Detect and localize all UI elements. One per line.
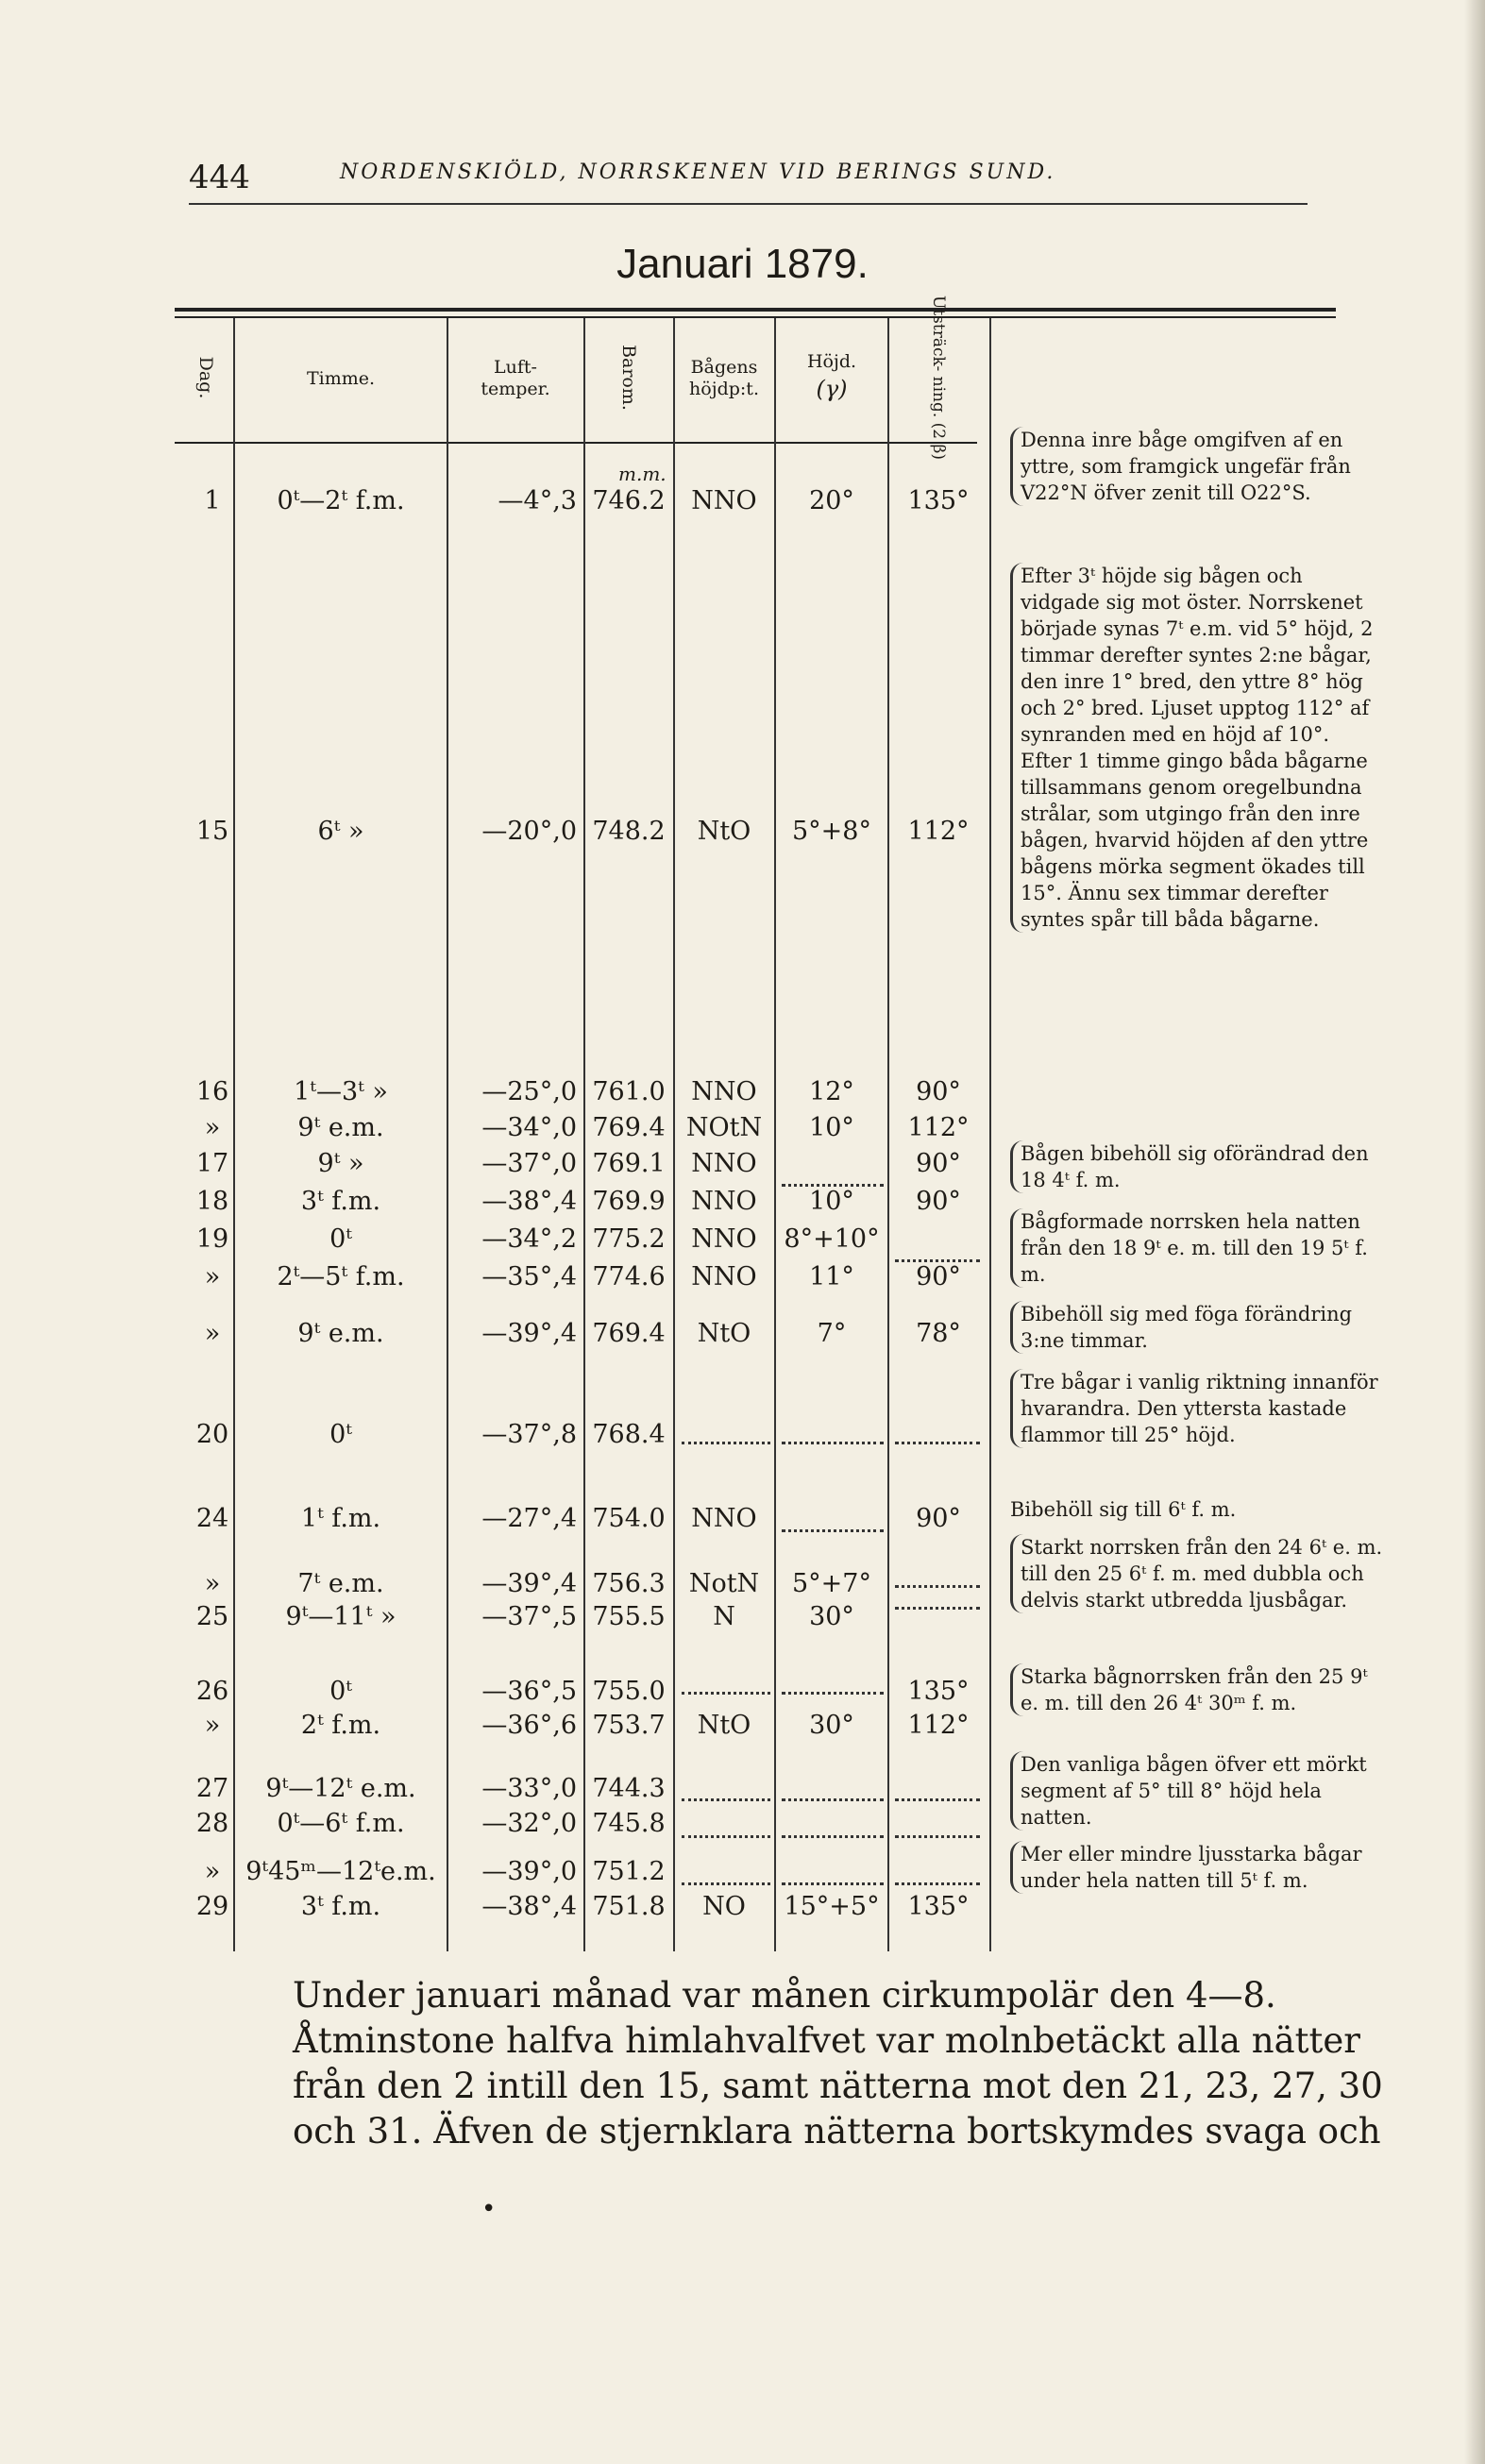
dotted-leader [782, 1833, 884, 1838]
cell-dag: 18 [195, 1187, 229, 1216]
cell-bagen: NNO [691, 486, 757, 515]
cell-barom: 761.0 [592, 1077, 666, 1106]
column-divider [447, 318, 448, 1951]
dotted-leader [682, 1797, 770, 1801]
dotted-leader [682, 1881, 770, 1885]
cell-luft-temp: —39°,0 [481, 1857, 577, 1886]
dotted-leader [895, 1257, 980, 1262]
cell-bagen: NtO [697, 1711, 751, 1740]
dotted-leader [682, 1833, 770, 1838]
cell-barom: 748.2 [592, 817, 666, 846]
cell-luft-temp: —39°,4 [481, 1319, 577, 1348]
cell-utstrackning: 78° [916, 1319, 961, 1348]
dotted-leader [682, 1690, 770, 1695]
dotted-leader [782, 1440, 884, 1444]
cell-utstrackning: 90° [916, 1504, 961, 1533]
remark-row-18-19: Bågformade norrsken hela natten från den 18 9ᵗ e. m. till den 19 5ᵗ f. m. [1010, 1208, 1384, 1288]
cell-timme: 9ᵗ e.m. [297, 1319, 384, 1348]
remark-row-24: Bibehöll sig till 6ᵗ f. m. [1010, 1498, 1237, 1521]
dotted-leader [682, 1440, 770, 1444]
cell-bagen: NotN [688, 1569, 760, 1598]
cell-bagen: NNO [691, 1077, 757, 1106]
cell-bagen: NO [702, 1892, 746, 1921]
col-header-luft [449, 357, 582, 400]
column-divider [989, 318, 991, 1951]
cell-timme: 2ᵗ—5ᵗ f.m. [277, 1262, 405, 1291]
paragraph-line: och 31. Äfven de stjernklara nätterna bortskymdes svaga och [293, 2111, 1381, 2152]
remark-row-27-28: Den vanliga bågen öfver ett mörkt segment af 5° till 8° höjd hela natten. [1010, 1751, 1384, 1831]
running-title: NORDENSKIÖLD, NORRSKENEN VID BERINGS SUND. [340, 160, 1056, 184]
cell-dag: 25 [195, 1602, 229, 1631]
remark-row-28-29: Mer eller mindre ljusstarka bågar under hela natten till 5ᵗ f. m. [1010, 1841, 1384, 1894]
cell-dag: 27 [195, 1774, 229, 1803]
cell-hojd: 5°+8° [792, 817, 871, 846]
cell-dag: » [204, 1262, 221, 1291]
cell-luft-temp: —37°,0 [481, 1149, 577, 1178]
cell-utstrackning: 135° [907, 1892, 970, 1921]
dotted-leader [782, 1797, 884, 1801]
cell-barom: 746.2 [592, 486, 666, 515]
cell-bagen: NNO [691, 1224, 757, 1254]
cell-luft-temp: —34°,2 [481, 1224, 577, 1254]
cell-utstrackning: 90° [916, 1262, 961, 1291]
cell-barom: 755.0 [592, 1677, 666, 1706]
header-rule [189, 203, 1308, 205]
cell-barom: 745.8 [592, 1809, 666, 1838]
cell-dag: 16 [195, 1077, 229, 1106]
dotted-leader [895, 1605, 980, 1610]
cell-luft-temp: —25°,0 [481, 1077, 577, 1106]
cell-hojd: 30° [809, 1711, 854, 1740]
cell-timme: 1ᵗ f.m. [300, 1504, 381, 1533]
cell-luft-temp: —20°,0 [481, 817, 577, 846]
dotted-leader [782, 1527, 884, 1532]
col-header-luft-line2: temper. [481, 379, 550, 399]
cell-timme: 0ᵗ [329, 1420, 352, 1449]
cell-dag: 1 [204, 486, 221, 515]
cell-barom: 753.7 [592, 1711, 666, 1740]
remark-row-15: Efter 3ᵗ höjde sig bågen och vidgade sig mot öster. Norrskenet började synas 7ᵗ e.m. vid 5° höjd, 2 timmar derefter syntes 2:ne bågar, den inre 1° bred, den yttre 8° hög och 2° bred. Ljuset upptog 112° af synranden med en höjd af 10°. Efter 1 timme gingo båda bågarne tillsammans genom oregelbundna strålar, som utgingo från den inre bågen, hvarvid höjden af den yttre bågens mörka segment ökades till 15°. Ännu sex timmar derefter syntes spår till båda bågarne. [1010, 563, 1384, 933]
cell-dag: » [204, 1319, 221, 1348]
cell-utstrackning: 112° [907, 817, 970, 846]
dotted-leader [895, 1440, 980, 1444]
table-top-rule-thin [175, 316, 1336, 318]
cell-hojd: 10° [809, 1187, 854, 1216]
remark-row-19-evening: Bibehöll sig med föga förändring 3:ne timmar. [1010, 1301, 1384, 1354]
cell-luft-temp: —37°,5 [481, 1602, 577, 1631]
cell-hojd: 8°+10° [784, 1224, 880, 1254]
month-title: Januari 1879. [616, 241, 869, 287]
cell-bagen: NtO [697, 1319, 751, 1348]
cell-dag: » [204, 1857, 221, 1886]
cell-barom: 769.4 [592, 1113, 666, 1142]
cell-luft-temp: —33°,0 [481, 1774, 577, 1803]
cell-dag: 29 [195, 1892, 229, 1921]
column-divider [673, 318, 675, 1951]
column-divider [774, 318, 776, 1951]
cell-bagen: NNO [691, 1504, 757, 1533]
cell-utstrackning: 112° [907, 1113, 970, 1142]
cell-hojd: 11° [809, 1262, 854, 1291]
cell-timme: 7ᵗ e.m. [297, 1569, 384, 1598]
cell-utstrackning: 135° [907, 486, 970, 515]
cell-timme: 0ᵗ—2ᵗ f.m. [277, 486, 405, 515]
cell-timme: 9ᵗ45ᵐ—12ᵗe.m. [245, 1857, 436, 1886]
cell-bagen: NNO [691, 1262, 757, 1291]
cell-barom: 754.0 [592, 1504, 666, 1533]
cell-luft-temp: —39°,4 [481, 1569, 577, 1598]
cell-utstrackning: 90° [916, 1149, 961, 1178]
cell-dag: 26 [195, 1677, 229, 1706]
col-header-dag: Dag. [195, 356, 216, 399]
cell-luft-temp: —38°,4 [481, 1187, 577, 1216]
dotted-leader [895, 1833, 980, 1838]
dotted-leader [782, 1182, 884, 1187]
cell-timme: 6ᵗ » [317, 817, 364, 846]
cell-luft-temp: —34°,0 [481, 1113, 577, 1142]
cell-luft-temp: —35°,4 [481, 1262, 577, 1291]
cell-hojd: 5°+7° [792, 1569, 871, 1598]
cell-timme: 0ᵗ—6ᵗ f.m. [277, 1809, 405, 1838]
cell-dag: 17 [195, 1149, 229, 1178]
cell-barom: 774.6 [592, 1262, 666, 1291]
dotted-leader [895, 1583, 980, 1588]
cell-barom: 744.3 [592, 1774, 666, 1803]
cell-dag: 24 [195, 1504, 229, 1533]
cell-luft-temp: —37°,8 [481, 1420, 577, 1449]
dotted-leader [782, 1881, 884, 1885]
cell-luft-temp: —32°,0 [481, 1809, 577, 1838]
cell-timme: 0ᵗ [329, 1677, 352, 1706]
cell-bagen: NNO [691, 1149, 757, 1178]
cell-luft-temp: —36°,5 [481, 1677, 577, 1706]
cell-barom: 755.5 [592, 1602, 666, 1631]
cell-dag: 20 [195, 1420, 229, 1449]
body-paragraph [293, 1973, 1383, 2154]
cell-luft-temp: —4°,3 [498, 486, 577, 515]
dotted-leader [895, 1797, 980, 1801]
cell-bagen: NOtN [685, 1113, 763, 1142]
col-header-bagen-line2: höjdp:t. [689, 379, 759, 399]
cell-timme: 3ᵗ f.m. [300, 1187, 381, 1216]
cell-bagen: N [713, 1602, 735, 1631]
cell-timme: 3ᵗ f.m. [300, 1892, 381, 1921]
table-top-rule [175, 308, 1336, 312]
cell-hojd: 30° [809, 1602, 854, 1631]
col-header-hojd-line2: (γ) [816, 376, 848, 402]
cell-dag: » [204, 1711, 221, 1740]
cell-hojd: 12° [809, 1077, 854, 1106]
cell-barom: 769.1 [592, 1149, 666, 1178]
cell-utstrackning: 112° [907, 1711, 970, 1740]
remark-row-26: Starka bågnorrsken från den 25 9ᵗ e. m. till den 26 4ᵗ 30ᵐ f. m. [1010, 1663, 1384, 1716]
cell-bagen: NNO [691, 1187, 757, 1216]
dotted-leader [895, 1881, 980, 1885]
page-number: 444 [189, 159, 250, 196]
cell-luft-temp: —27°,4 [481, 1504, 577, 1533]
page-edge-shadow [1464, 0, 1485, 2464]
cell-timme: 1ᵗ—3ᵗ » [294, 1077, 388, 1106]
cell-timme: 0ᵗ [329, 1224, 352, 1254]
cell-barom: 769.9 [592, 1187, 666, 1216]
cell-hojd: 10° [809, 1113, 854, 1142]
cell-dag: 19 [195, 1224, 229, 1254]
cell-hojd: 7° [817, 1319, 847, 1348]
cell-hojd: 15°+5° [784, 1892, 880, 1921]
printer-mark: • [481, 2195, 497, 2223]
cell-luft-temp: —38°,4 [481, 1892, 577, 1921]
cell-timme: 9ᵗ—12ᵗ e.m. [265, 1774, 416, 1803]
cell-utstrackning: 90° [916, 1077, 961, 1106]
cell-dag: 28 [195, 1809, 229, 1838]
cell-timme: 9ᵗ » [317, 1149, 364, 1178]
col-header-barom: Barom. [618, 345, 639, 411]
col-header-hojd [777, 351, 886, 400]
cell-barom: 768.4 [592, 1420, 666, 1449]
col-header-hojd-line1: Höjd. [806, 351, 857, 372]
cell-hojd: 20° [809, 486, 854, 515]
cell-timme: 9ᵗ e.m. [297, 1113, 384, 1142]
remark-row-17: Bågen bibehöll sig oförändrad den 18 4ᵗ f. m. [1010, 1140, 1384, 1193]
cell-barom: 756.3 [592, 1569, 666, 1598]
paragraph-line: från den 2 intill den 15, samt nätterna mot den 21, 23, 27, 30 [293, 2066, 1383, 2106]
remark-row-20: Tre bågar i vanlig riktning innanför hvarandra. Den yttersta kastade flammor till 25° höjd. [1010, 1369, 1384, 1448]
cell-dag: » [204, 1569, 221, 1598]
unit-mm: m.m. [618, 463, 667, 485]
cell-dag: 15 [195, 817, 229, 846]
cell-barom: 751.2 [592, 1857, 666, 1886]
cell-barom: 769.4 [592, 1319, 666, 1348]
cell-timme: 9ᵗ—11ᵗ » [285, 1602, 397, 1631]
dotted-leader [782, 1690, 884, 1695]
col-header-timme: Timme. [306, 368, 376, 389]
col-header-bagen-line1: Bågens [690, 357, 758, 378]
cell-utstrackning: 90° [916, 1187, 961, 1216]
cell-utstrackning: 135° [907, 1677, 970, 1706]
table-header-rule [175, 442, 977, 444]
remark-row-1: Denna inre båge omgifven af en yttre, som framgick ungefär från V22°N öfver zenit till O22°S. [1010, 427, 1384, 506]
cell-barom: 775.2 [592, 1224, 666, 1254]
cell-bagen: NtO [697, 817, 751, 846]
cell-barom: 751.8 [592, 1892, 666, 1921]
paragraph-line: Under januari månad var månen cirkumpolär den 4—8. [293, 1975, 1276, 2016]
remark-row-24-25: Starkt norrsken från den 24 6ᵗ e. m. till den 25 6ᵗ f. m. med dubbla och delvis starkt utbredda ljusbågar. [1010, 1534, 1384, 1613]
paragraph-line: Åtminstone halfva himlahvalfvet var molnbetäckt alla nätter [293, 2020, 1360, 2061]
cell-timme: 2ᵗ f.m. [300, 1711, 381, 1740]
cell-dag: » [204, 1113, 221, 1142]
col-header-utstrackning: Utsträck- ning. (2 β) [929, 295, 948, 460]
col-header-bagen [676, 357, 772, 400]
col-header-luft-line1: Luft- [494, 357, 537, 378]
cell-luft-temp: —36°,6 [481, 1711, 577, 1740]
